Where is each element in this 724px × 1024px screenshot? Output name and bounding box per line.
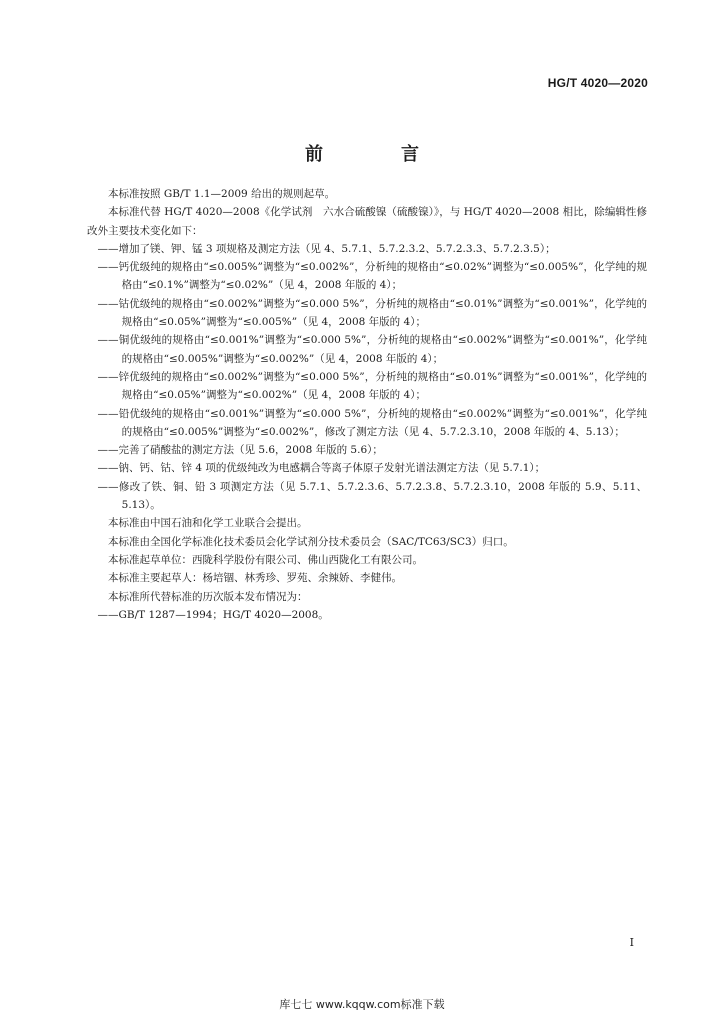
paragraph-proposer: 本标准由中国石油和化学工业联合会提出。 bbox=[108, 517, 308, 530]
change-item-3: ——钴优级纯的规格由“≤0.002%”调整为“≤0.000 5%”，分析纯的规格由“≤0.01%”调整为“≤0.001%”，化学纯的规格由“≤0.05%”调整为“≤0.005%”（见 4，2008 年版的 4）； bbox=[97, 297, 647, 329]
change-item-1: ——增加了镁、钾、锰 3 项规格及测定方法（见 4、5.7.1、5.7.2.3.2、5.7.2.3.3、5.7.2.3.5）； bbox=[97, 242, 556, 255]
doc-code: HG/T 4020—2020 bbox=[547, 76, 648, 90]
change-item-2: ——钙优级纯的规格由“≤0.005%”调整为“≤0.002%”，分析纯的规格由“≤0.02%”调整为“≤0.005%”，化学纯的规格由“≤0.1%”调整为“≤0.02%”（见 4，2008 年版的 4）； bbox=[97, 261, 647, 292]
change-item-5: ——锌优级纯的规格由“≤0.002%”调整为“≤0.000 5%”，分析纯的规格由“≤0.01%”调整为“≤0.001%”，化学纯的规格由“≤0.05%”调整为“≤0.002%”（见 4，2008 年版的 4）； bbox=[97, 370, 647, 402]
change-item-8: ——钠、钙、钴、锌 4 项的优级纯改为电感耦合等离子体原子发射光谱法测定方法（见 5.7.1）； bbox=[97, 462, 546, 475]
paragraph-committee: 本标准由全国化学标准化技术委员会化学试剂分技术委员会（SAC/TC63/SC3）归口。 bbox=[108, 535, 514, 548]
document-body bbox=[87, 185, 647, 624]
paragraph-drafting-units: 本标准起草单位：西陇科学股份有限公司、佛山西陇化工有限公司。 bbox=[108, 553, 423, 566]
page-number: I bbox=[629, 936, 634, 949]
paragraph-history-intro: 本标准所代替标准的历次版本发布情况为： bbox=[108, 590, 308, 603]
page-title: 前 言 bbox=[305, 144, 449, 165]
change-item-6: ——铅优级纯的规格由“≤0.001%”调整为“≤0.000 5%”，分析纯的规格由“≤0.002%”调整为“≤0.001%”，化学纯的规格由“≤0.005%”调整为“≤0.002%”，修改了测定方法（见 4、5.7.2.3.10，2008 年版的 4、5.13）； bbox=[97, 407, 647, 438]
paragraph-replacement: 本标准代替 HG/T 4020—2008《化学试剂 六水合硫酸镍（硫酸镍）》，与 HG/T 4020—2008 相比，除编辑性修改外主要技术变化如下： bbox=[87, 206, 647, 237]
history-item: ——GB/T 1287—1994；HG/T 4020—2008。 bbox=[97, 608, 329, 621]
change-item-4: ——铜优级纯的规格由“≤0.001%”调整为“≤0.000 5%”，分析纯的规格由“≤0.002%”调整为“≤0.001%”，化学纯的规格由“≤0.005%”调整为“≤0.002%”（见 4，2008 年版的 4）； bbox=[97, 334, 647, 365]
paragraph-drafting-rule: 本标准按照 GB/T 1.1—2009 给出的规则起草。 bbox=[108, 188, 336, 200]
paragraph-drafters: 本标准主要起草人：杨培锢、林秀珍、罗苑、余辣娇、李健伟。 bbox=[108, 572, 402, 585]
change-item-7: ——完善了硝酸盐的测定方法（见 5.6，2008 年版的 5.6）； bbox=[97, 444, 383, 457]
footer-watermark: 库七七 www.kqqw.com标准下载 bbox=[279, 998, 445, 1011]
change-item-9: ——修改了铁、铜、铅 3 项测定方法（见 5.7.1、5.7.2.3.6、5.7.2.3.8、5.7.2.3.10，2008 年版的 5.9、5.11、5.13）。 bbox=[97, 480, 647, 512]
